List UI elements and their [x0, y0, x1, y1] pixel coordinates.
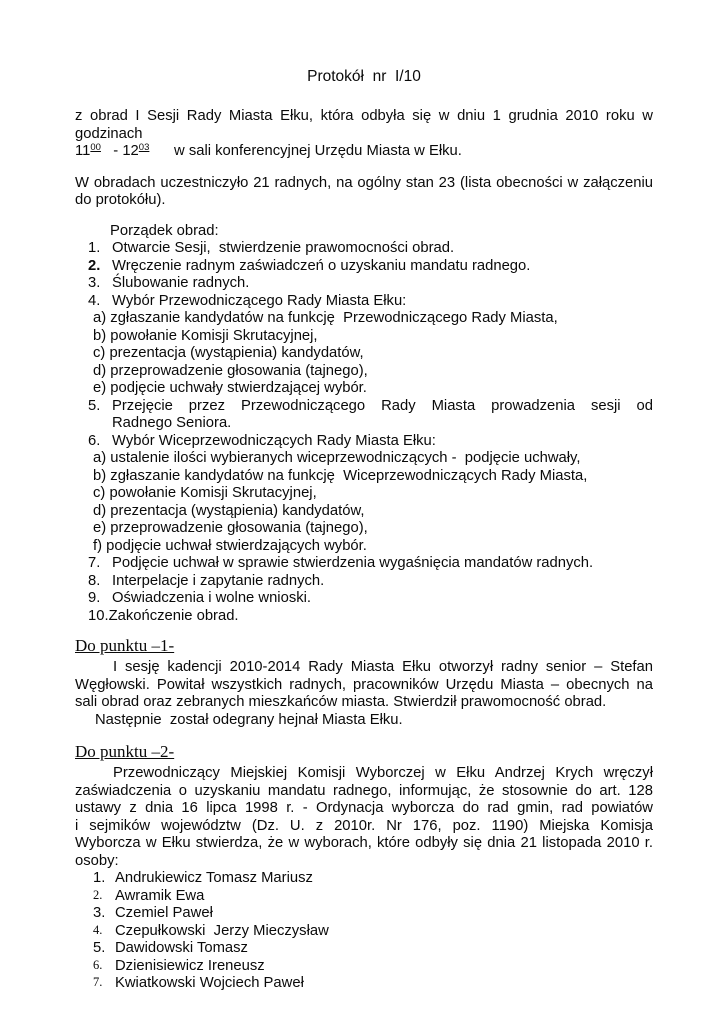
- text-line: Dawidowski Tomasz: [115, 940, 248, 956]
- agenda-subitem: [75, 345, 653, 363]
- item-number: 7.: [93, 975, 103, 989]
- section-paragraph: [75, 659, 653, 712]
- agenda-subitem: [75, 468, 653, 486]
- agenda-list: [75, 240, 653, 625]
- item-body: [115, 975, 653, 993]
- agenda-subitem: [75, 380, 653, 398]
- item-body: [112, 398, 653, 433]
- subitem-text: ustalenie ilości wybieranych wiceprzewodniczących - podjęcie uchwały,: [110, 450, 581, 466]
- text-segment: w sali konferencyjnej Urzędu Miasta w Ełku.: [149, 143, 462, 159]
- agenda-item: [75, 433, 653, 451]
- text-line: Awramik Ewa: [115, 887, 205, 904]
- document-section: [75, 635, 653, 729]
- agenda-item: [75, 293, 653, 311]
- agenda-item: [75, 398, 653, 433]
- item-body: [112, 433, 653, 451]
- subitem-marker: b): [93, 327, 107, 344]
- subitem-marker: e): [93, 520, 107, 536]
- subitem-marker: c): [93, 485, 106, 501]
- document-title: Protokół nr I/10: [307, 68, 421, 85]
- subitem-text: przeprowadzenie głosowania (tajnego),: [110, 520, 368, 536]
- subitem-text: prezentacja (wystąpienia) kandydatów,: [110, 502, 365, 519]
- subitem-marker: b): [93, 467, 107, 484]
- item-body: [115, 958, 653, 976]
- item-number: 5.: [88, 397, 101, 414]
- text-line: i sejmików województw (Dz. U. z 2010r. Nr 176, poz. 1190) Miejska Komisja: [75, 817, 653, 834]
- text-line: I sesję kadencji 2010-2014 Rady Miasta Ełku otworzył radny senior – Stefan: [113, 659, 653, 675]
- item-number: 2.: [88, 257, 101, 274]
- text-line: z obrad I Sesji Rady Miasta Ełku, która odbyła się w dniu 1 grudnia 2010 roku w godzinach: [75, 108, 653, 142]
- item-number: 7.: [88, 555, 101, 571]
- people-item: [75, 870, 653, 888]
- agenda-subitem: [75, 503, 653, 521]
- item-body: [115, 940, 653, 958]
- agenda-subitem: [75, 520, 653, 538]
- people-item: [75, 975, 653, 993]
- text-line: [75, 143, 653, 161]
- text-line: Kwiatkowski Wojciech Paweł: [115, 975, 304, 991]
- agenda-item: [75, 555, 653, 573]
- item-body: [115, 905, 653, 923]
- people-item: [75, 905, 653, 923]
- document-section: [75, 741, 653, 993]
- superscript-text: 00: [90, 142, 101, 153]
- people-item: [75, 958, 653, 976]
- subitem-marker: e): [93, 380, 107, 396]
- item-number: 8.: [88, 572, 101, 589]
- text-segment: 11: [75, 143, 91, 159]
- subitem-text: zgłaszanie kandydatów na funkcję Przewodniczącego Rady Miasta,: [110, 310, 558, 326]
- text-line: zaświadczenia o uzyskaniu mandatu radnego, informując, że stosownie do art. 128: [75, 782, 653, 799]
- item-number: 2.: [93, 887, 103, 902]
- text-line: Czepułkowski Jerzy Mieczysław: [115, 922, 329, 939]
- section-heading: Do punktu –1-: [75, 636, 175, 655]
- item-body: [115, 870, 653, 888]
- people-item: [75, 940, 653, 958]
- text-segment: - 12: [100, 143, 139, 159]
- superscript-text: 03: [138, 142, 150, 153]
- item-number: 4.: [93, 922, 103, 937]
- text-line: Przejęcie przez Przewodniczącego Rady Miasta prowadzenia sesji od: [112, 397, 653, 414]
- text-line: Wybór Wiceprzewodniczących Rady Miasta Ełku:: [112, 432, 436, 449]
- agenda-item: [75, 590, 653, 608]
- text-line: Radnego Seniora.: [112, 415, 232, 431]
- item-body: [112, 555, 653, 573]
- subitem-marker: c): [93, 345, 106, 361]
- subitem-text: powołanie Komisji Skrutacyjnej,: [110, 327, 318, 344]
- item-body: [112, 240, 653, 258]
- text-line: Interpelacje i zapytanie radnych.: [112, 572, 325, 589]
- item-number: 3.: [88, 275, 101, 291]
- text-line: ustawy z dnia 16 lipca 1998 r. - Ordynacja wyborcza do rad gmin, rad powiatów: [75, 800, 653, 816]
- text-line: Wręczenie radnym zaświadczeń o uzyskaniu mandatu radnego.: [112, 257, 531, 274]
- item-body: [112, 573, 653, 591]
- item-number: 1.: [93, 870, 106, 886]
- subitem-text: zgłaszanie kandydatów na funkcję Wiceprzewodniczących Rady Miasta,: [110, 467, 588, 484]
- text-line: Węgłowski. Powitał wszystkich radnych, pracowników Urzędu Miasta – obecnych na: [75, 676, 653, 693]
- text-line: do protokółu).: [75, 192, 166, 208]
- document-content: [75, 68, 653, 993]
- item-number: 4.: [88, 292, 101, 309]
- item-body: [112, 293, 653, 311]
- item-number: 1.: [88, 240, 101, 256]
- agenda-item: [75, 258, 653, 276]
- agenda-subitem: [75, 538, 653, 556]
- subitem-marker: d): [93, 362, 107, 379]
- document-sections: [75, 635, 653, 993]
- item-body: [112, 258, 653, 276]
- text-line: Andrukiewicz Tomasz Mariusz: [115, 870, 313, 886]
- subitem-marker: f): [93, 537, 103, 554]
- item-body: [115, 888, 653, 906]
- subitem-text: przeprowadzenie głosowania (tajnego),: [110, 362, 368, 379]
- text-line: Podjęcie uchwał w sprawie stwierdzenia wygaśnięcia mandatów radnych.: [112, 555, 594, 571]
- text-line: Wyborcza w Ełku stwierdza, że w wyborach, które odbyły się dnia 21 listopada 2010 r.: [75, 835, 653, 851]
- agenda-subitem: [75, 450, 653, 468]
- subitem-marker: a): [93, 310, 107, 326]
- subitem-text: podjęcie uchwał stwierdzających wybór.: [106, 537, 367, 554]
- people-item: [75, 923, 653, 941]
- text-line: Ślubowanie radnych.: [112, 275, 250, 291]
- attendance-paragraph: [75, 175, 653, 210]
- subitem-text: powołanie Komisji Skrutacyjnej,: [109, 485, 317, 501]
- intro-paragraph: [75, 108, 653, 161]
- text-line: Dzienisiewicz Ireneusz: [115, 957, 265, 974]
- text-line: sali obrad oraz zebranych mieszkańców miasta. Stwierdził prawomocność obrad.: [75, 694, 607, 710]
- item-number: 6.: [88, 432, 101, 449]
- section-paragraph: [75, 765, 653, 870]
- text-line: Przewodniczący Miejskiej Komisji Wyborczej w Ełku Andrzej Krych wręczył: [113, 765, 653, 781]
- item-number: 9.: [88, 590, 101, 606]
- item-number: 5.: [93, 940, 106, 956]
- item-number: 6.: [93, 957, 103, 972]
- subitem-text: prezentacja (wystąpienia) kandydatów,: [109, 345, 364, 361]
- text-line: Oświadczenia i wolne wnioski.: [112, 590, 312, 606]
- text-line: Wybór Przewodniczącego Rady Miasta Ełku:: [112, 292, 407, 309]
- text-line: osoby:: [75, 852, 119, 869]
- item-number: 10.: [88, 607, 109, 624]
- agenda-subitem: [75, 485, 653, 503]
- agenda-item: [75, 573, 653, 591]
- agenda-heading: Porządek obrad:: [110, 222, 219, 239]
- subitem-text: podjęcie uchwały stwierdzającej wybór.: [110, 380, 367, 396]
- section-paragraph: [75, 712, 653, 730]
- item-text: Zakończenie obrad.: [108, 607, 239, 624]
- section-heading: Do punktu –2-: [75, 742, 175, 761]
- people-item: [75, 888, 653, 906]
- agenda-item: [75, 240, 653, 258]
- subitem-marker: a): [93, 450, 107, 466]
- text-line: Czemiel Paweł: [115, 905, 213, 921]
- text-line: Następnie został odegrany hejnał Miasta Ełku.: [95, 711, 403, 728]
- text-line: W obradach uczestniczyło 21 radnych, na ogólny stan 23 (lista obecności w załączeniu: [75, 174, 653, 191]
- agenda-subitem: [75, 310, 653, 328]
- agenda-subitem: [75, 363, 653, 381]
- text-line: Otwarcie Sesji, stwierdzenie prawomocności obrad.: [112, 240, 455, 256]
- item-body: [112, 275, 653, 293]
- item-body: [112, 590, 653, 608]
- agenda-subitem: [75, 328, 653, 346]
- people-list: [75, 870, 653, 993]
- item-number: 3.: [93, 905, 106, 921]
- agenda-item: [75, 275, 653, 293]
- agenda-item: [75, 608, 653, 626]
- subitem-marker: d): [93, 502, 107, 519]
- item-body: [115, 923, 653, 941]
